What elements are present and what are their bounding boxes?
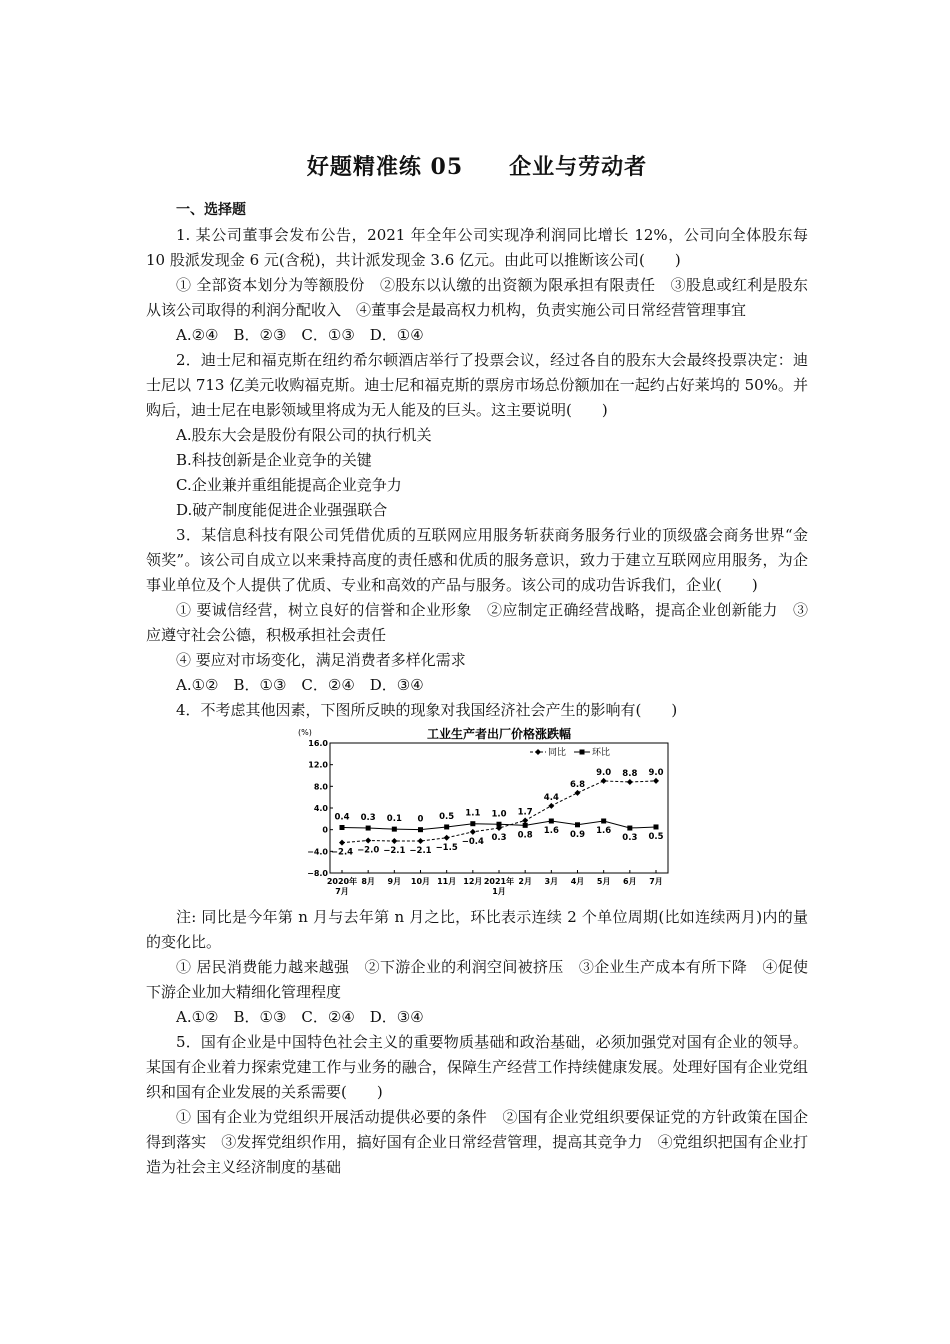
chart-ytick-label: 16.0 bbox=[308, 739, 328, 748]
yoy-point bbox=[444, 835, 450, 841]
mom-point bbox=[497, 822, 502, 827]
chart-ytick-label: −8.0 bbox=[307, 869, 328, 878]
mom-point bbox=[549, 819, 554, 824]
chart-xtick-label: 1月 bbox=[492, 887, 506, 896]
legend-marker-yoy bbox=[535, 749, 541, 755]
q2-option-a: A.股东大会是股份有限公司的执行机关 bbox=[176, 426, 432, 444]
yoy-data-label: −2.1 bbox=[383, 846, 406, 857]
chart-xtick-label: 3月 bbox=[544, 877, 559, 886]
q1-options: A.②④ B．②③ C．①③ D．①④ bbox=[176, 326, 424, 344]
q5-stem: 5．国有企业是中国特色社会主义的重要物质基础和政治基础，必须加强党对国有企业的领导。某国有企业着力探索党建工作与业务的融合，保障生产经营工作持续健康发展。处理好国有企业党组织和国有企业发展的关系需要( ) bbox=[146, 1033, 808, 1101]
yoy-data-label: 1.7 bbox=[517, 807, 533, 818]
q2-option-d: D.破产制度能促进企业强强联合 bbox=[176, 501, 388, 519]
chart-xtick-label: 11月 bbox=[437, 877, 457, 886]
q3-items: ① 要诚信经营，树立良好的信誉和企业形象 ②应制定正确经营战略，提高企业创新能力 ③应遵守社会公德，积极承担社会责任 bbox=[146, 601, 808, 644]
mom-point bbox=[340, 825, 345, 830]
mom-point bbox=[601, 819, 606, 824]
q4-note: 注: 同比是今年第 n 月与去年第 n 月之比，环比表示连续 2 个单位周期(比如连续两月)内的量的变化比。 bbox=[146, 908, 808, 951]
mom-data-label: 1.6 bbox=[543, 826, 559, 836]
yoy-point bbox=[653, 778, 659, 784]
mom-point bbox=[627, 826, 632, 831]
chart-xtick-label: 6月 bbox=[623, 877, 637, 886]
mom-point bbox=[575, 822, 580, 827]
yoy-data-label: 9.0 bbox=[596, 767, 612, 778]
q4-stem: 4．不考虑其他因素，下图所反映的现象对我国经济社会产生的影响有( ) bbox=[176, 701, 678, 719]
q2-stem: 2．迪士尼和福克斯在纽约希尔顿酒店举行了投票会议，经过各自的股东大会最终投票决定：迪士尼以 713 亿美元收购福克斯。迪士尼和福克斯的票房市场总份额加在一起约占好莱坞的 50%。并购后，迪士尼在电影领域里将成为无人能及的巨头。这主要说明( ) bbox=[146, 351, 808, 419]
chart-ylabel: (%) bbox=[298, 728, 312, 737]
mom-data-label: 0.3 bbox=[622, 833, 638, 844]
mom-point bbox=[470, 821, 475, 826]
q4-options: A.①② B．①③ C．②④ D．③④ bbox=[176, 1008, 424, 1026]
chart-xtick-label: 2月 bbox=[518, 877, 532, 886]
yoy-data-label: −2.4 bbox=[330, 847, 354, 858]
mom-data-label: 1.1 bbox=[465, 808, 481, 819]
mom-point bbox=[392, 827, 397, 832]
mom-point bbox=[418, 827, 423, 832]
mom-point bbox=[523, 823, 528, 828]
mom-point bbox=[654, 824, 659, 829]
q3-stem: 3．某信息科技有限公司凭借优质的互联网应用服务斩获商务服务行业的顶级盛会商务世界“金领奖”。该公司自成立以来秉持高度的责任感和优质的服务意识，致力于建立互联网应用服务，为企事业单位及个人提供了优质、专业和高效的产品与服务。该公司的成功告诉我们，企业( ) bbox=[146, 526, 808, 594]
mom-data-label: 0.1 bbox=[386, 814, 402, 825]
legend-label-yoy: 同比 bbox=[548, 748, 567, 758]
mom-data-label: 0.5 bbox=[439, 811, 455, 822]
mom-data-label: 0.8 bbox=[517, 830, 533, 841]
chart-frame bbox=[330, 743, 668, 873]
yoy-data-label: −2.0 bbox=[357, 845, 380, 856]
chart-xtick-label: 5月 bbox=[596, 877, 611, 886]
section-heading: 一、选择题 bbox=[176, 202, 246, 218]
chart-title: 工业生产者出厂价格涨跌幅 bbox=[426, 727, 572, 741]
price-chart-svg bbox=[298, 725, 678, 901]
chart-xtick-label: 8月 bbox=[361, 877, 375, 886]
mom-data-label: 1.0 bbox=[491, 809, 507, 820]
mom-point bbox=[366, 826, 371, 831]
yoy-point bbox=[391, 838, 397, 844]
yoy-data-label: −0.4 bbox=[461, 836, 484, 847]
price-chart bbox=[298, 725, 678, 901]
legend-label-mom: 环比 bbox=[592, 748, 611, 758]
page-title: 好题精准练 05 企业与劳动者 bbox=[306, 154, 648, 180]
legend-marker-mom bbox=[580, 750, 585, 755]
yoy-point bbox=[470, 829, 476, 835]
chart-ytick-label: 4.0 bbox=[313, 804, 328, 813]
mom-data-label: 1.6 bbox=[596, 826, 612, 836]
chart-xtick-label: 10月 bbox=[410, 877, 431, 886]
yoy-point bbox=[418, 838, 424, 844]
mom-data-label: 0.9 bbox=[569, 829, 586, 840]
chart-xtick-label: 9月 bbox=[387, 877, 402, 886]
yoy-data-label: 6.8 bbox=[569, 779, 586, 790]
mom-data-label: 0.4 bbox=[334, 812, 350, 823]
mom-data-label: 0 bbox=[417, 814, 424, 825]
chart-xtick-label: 12月 bbox=[463, 877, 483, 886]
chart-ytick-label: −4.0 bbox=[307, 847, 328, 857]
q1-stem: 1. 某公司董事会发布公告，2021 年全年公司实现净利润同比增长 12%，公司向全体股东每 10 股派发现金 6 元(含税)，共计派发现金 3.6 亿元。由此可以推断该公司( ) bbox=[146, 226, 808, 269]
yoy-data-label: 4.4 bbox=[543, 792, 559, 803]
yoy-point bbox=[575, 790, 581, 796]
chart-ytick-label: 12.0 bbox=[308, 760, 328, 770]
mom-point bbox=[444, 824, 449, 829]
q3-item-4: ④ 要应对市场变化，满足消费者多样化需求 bbox=[176, 651, 466, 669]
yoy-point bbox=[627, 779, 633, 785]
yoy-data-label: −2.1 bbox=[409, 846, 432, 857]
q2-option-b: B.科技创新是企业竞争的关键 bbox=[176, 451, 372, 469]
chart-xtick-label: 7月 bbox=[335, 887, 349, 896]
q4-items: ① 居民消费能力越来越强 ②下游企业的利润空间被挤压 ③企业生产成本有所下降 ④促使下游企业加大精细化管理程度 bbox=[146, 958, 808, 1001]
q2-option-c: C.企业兼并重组能提高企业竞争力 bbox=[176, 476, 402, 494]
document-page bbox=[146, 150, 808, 1180]
q3-options: A.①② B．①③ C．②④ D．③④ bbox=[176, 676, 424, 694]
q5-items: ① 国有企业为党组织开展活动提供必要的条件 ②国有企业党组织要保证党的方针政策在国企得到落实 ③发挥党组织作用，搞好国有企业日常经营管理，提高其竞争力 ④党组织把国有企业打造为社会主义经济制度的基础 bbox=[146, 1108, 808, 1176]
chart-xtick-label: 7月 bbox=[649, 877, 663, 886]
mom-data-label: 0.3 bbox=[360, 813, 376, 824]
yoy-data-label: 8.8 bbox=[622, 769, 638, 779]
yoy-data-label: −1.5 bbox=[435, 842, 458, 853]
mom-data-label: 0.5 bbox=[648, 831, 664, 842]
yoy-point bbox=[522, 817, 528, 823]
chart-xtick-label: 2021年 bbox=[483, 877, 515, 886]
chart-ytick-label: 8.0 bbox=[313, 782, 328, 792]
yoy-point bbox=[601, 778, 607, 784]
yoy-point bbox=[548, 803, 554, 809]
chart-ytick-label: 0 bbox=[322, 825, 328, 835]
chart-xtick-label: 4月 bbox=[570, 877, 585, 886]
chart-xtick-label: 2020年 bbox=[326, 877, 358, 886]
yoy-data-label: 9.0 bbox=[648, 767, 664, 778]
q1-items: ① 全部资本划分为等额股份 ②股东以认缴的出资额为限承担有限责任 ③股息或红利是股东从该公司取得的利润分配收入 ④董事会是最高权力机构，负责实施公司日常经营管理事宜 bbox=[146, 276, 808, 319]
yoy-point bbox=[365, 838, 371, 844]
yoy-data-label: 0.3 bbox=[491, 833, 507, 844]
yoy-point bbox=[339, 840, 345, 846]
